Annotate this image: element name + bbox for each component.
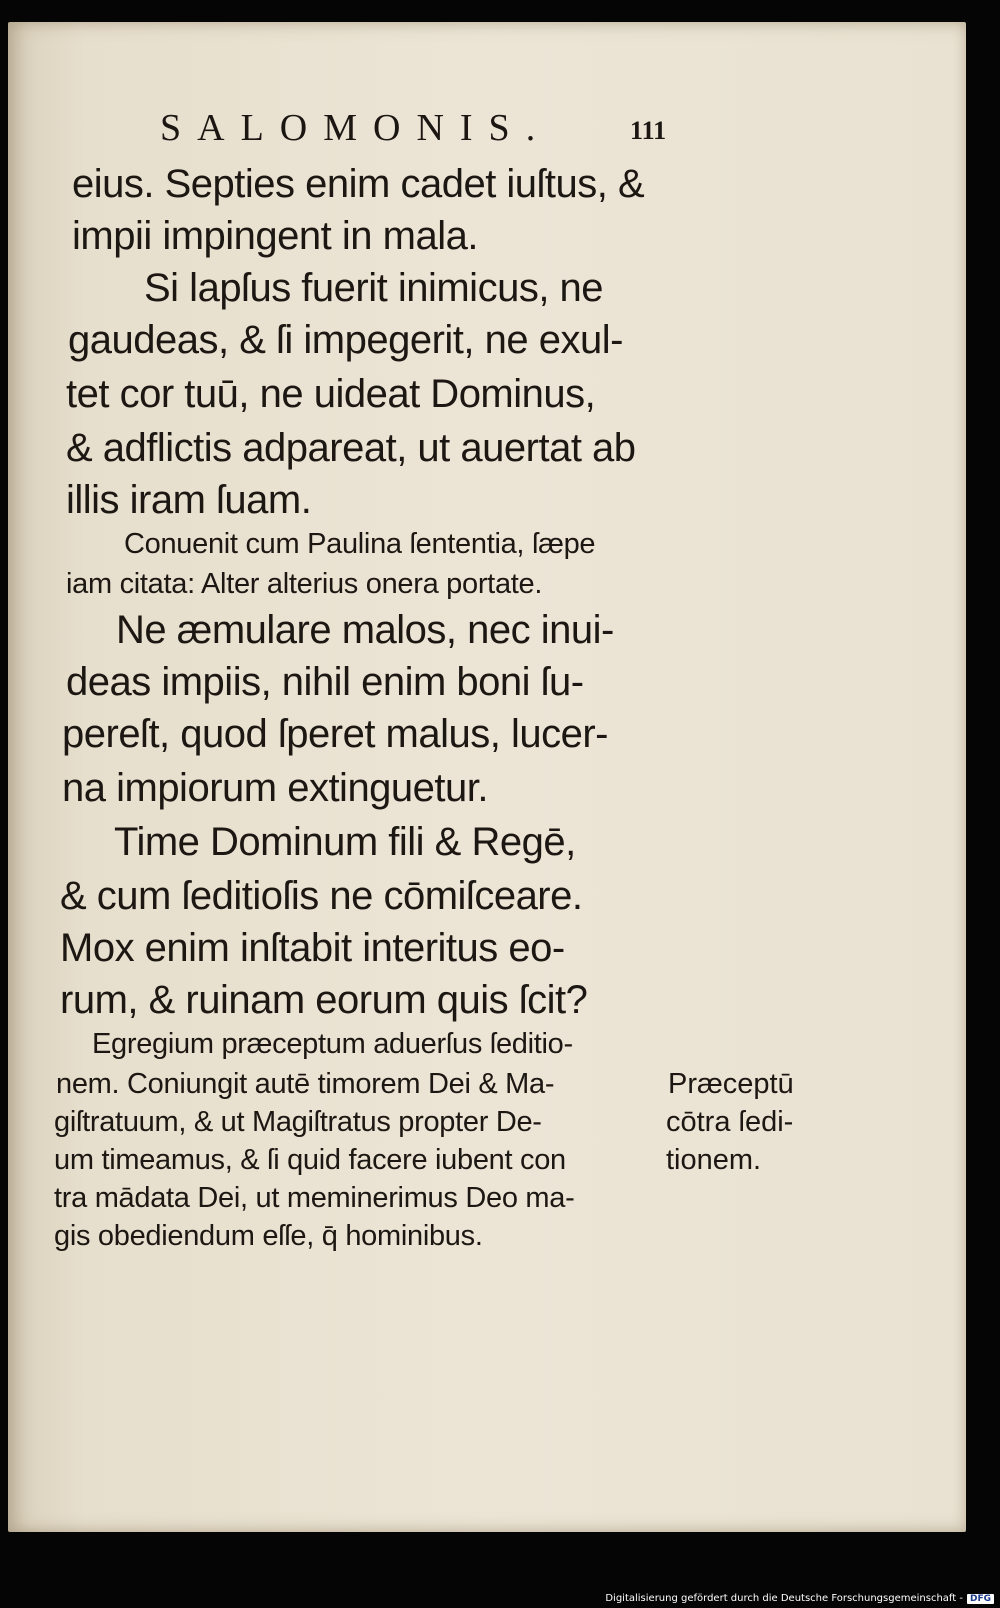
- text-line: & cum ſeditioſis ne cōmiſceare.: [60, 874, 583, 918]
- text-line: & adflictis adpareat, ut auertat ab: [66, 426, 636, 470]
- text-line: Ne æmulare malos, nec inui-: [116, 608, 614, 652]
- running-head: SALOMONIS.: [160, 107, 552, 149]
- text-line: eius. Septies enim cadet iuſtus, &: [72, 162, 645, 206]
- text-line: gaudeas, & ſi impegerit, ne exul-: [68, 318, 623, 362]
- text-line: pereſt, quod ſperet malus, lucer-: [62, 712, 608, 756]
- comment-line: gis obediendum eſſe, q̄ hominibus.: [54, 1220, 483, 1252]
- text-line: tet cor tuū, ne uideat Dominus,: [66, 372, 596, 416]
- text-line: Mox enim inſtabit interitus eo-: [60, 926, 565, 970]
- comment-line: tra mādata Dei, ut meminerimus Deo ma-: [54, 1182, 575, 1214]
- comment-line: Egregium præceptum aduerſus ſeditio-: [92, 1028, 573, 1060]
- comment-line: iam citata: Alter alterius onera portate.: [66, 568, 543, 600]
- text-line: rum, & ruinam eorum quis ſcit?: [60, 978, 588, 1022]
- dfg-logo: DFG: [967, 1594, 994, 1604]
- text-line: Si lapſus fuerit inimicus, ne: [144, 266, 604, 310]
- margin-note-line: Præceptū: [668, 1068, 794, 1100]
- comment-line: giſtratuum, & ut Magiſtratus propter De-: [54, 1106, 542, 1138]
- comment-line: Conuenit cum Paulina ſententia, ſæpe: [124, 528, 596, 560]
- text-line: deas impiis, nihil enim boni ſu-: [66, 660, 584, 704]
- credit-text: Digitalisierung gefördert durch die Deutsche Forschungsgemeinschaft -: [605, 1593, 963, 1604]
- text-line: illis iram ſuam.: [66, 478, 312, 522]
- comment-line: um timeamus, & ſi quid facere iubent con: [54, 1144, 566, 1176]
- comment-line: nem. Coniungit autē timorem Dei & Ma-: [56, 1068, 555, 1100]
- text-line: Time Dominum fili & Regē,: [114, 820, 576, 864]
- page-number: 111: [630, 116, 667, 145]
- text-line: na impiorum extinguetur.: [62, 766, 489, 810]
- text-line: impii impingent in mala.: [72, 214, 478, 258]
- digitization-credit: [605, 1593, 994, 1604]
- margin-note-line: cōtra ſedi-: [666, 1106, 794, 1138]
- margin-note-line: tionem.: [666, 1144, 762, 1176]
